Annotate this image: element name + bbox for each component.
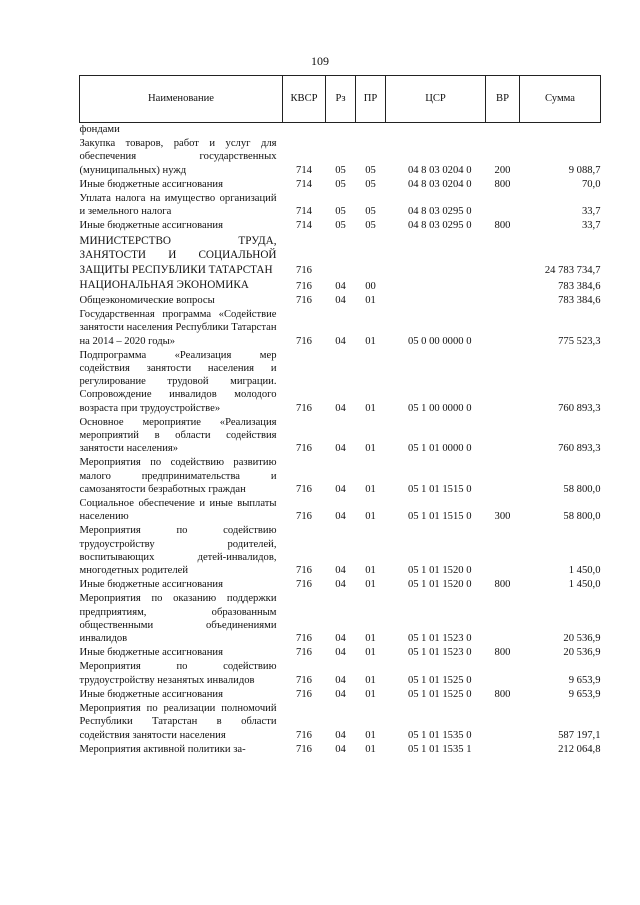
cell-vr: 200: [494, 164, 511, 176]
cell-kvsr: 716: [296, 688, 312, 700]
cell-sum: 760 893,3: [558, 443, 601, 455]
cell-pr: 05: [365, 164, 376, 176]
cell-name: Иные бюджетные ассигнования: [79, 220, 223, 232]
cell-name: Социальное обеспечение и иные выплаты населению: [79, 498, 277, 523]
cell-name: Мероприятия по содействию трудоустройству незанятых инвалидов: [79, 661, 277, 686]
cell-vr: [486, 455, 520, 496]
cell-csr: 05 1 01 1515 0: [407, 511, 472, 523]
cell-rz: 04: [335, 295, 346, 306]
table-row: [80, 687, 601, 701]
cell-sum: [520, 123, 601, 137]
header-vr: ВР: [486, 76, 520, 123]
cell-rz: 04: [335, 647, 346, 659]
cell-vr: [486, 523, 520, 577]
cell-pr: 00: [365, 280, 376, 292]
table-row: [80, 645, 601, 659]
cell-pr: 05: [365, 220, 376, 232]
header-rz: Рз: [326, 76, 356, 123]
cell-vr: [486, 415, 520, 456]
cell-kvsr: 716: [296, 647, 312, 659]
cell-kvsr: 716: [296, 674, 312, 686]
cell-pr: 01: [365, 483, 376, 495]
cell-sum: 775 523,3: [558, 335, 601, 347]
cell-vr: [486, 348, 520, 415]
cell-sum: 212 064,8: [558, 743, 601, 755]
cell-vr: [486, 591, 520, 645]
table-row: [80, 307, 601, 348]
table-row: [80, 177, 601, 191]
cell-vr: 800: [494, 220, 511, 232]
cell-kvsr: 716: [296, 280, 312, 292]
cell-pr: 05: [365, 206, 376, 218]
cell-sum: 9 653,9: [568, 688, 601, 700]
header-sum: Сумма: [520, 76, 601, 123]
cell-kvsr: 716: [296, 633, 312, 645]
table-header-row: [80, 76, 601, 123]
cell-name: Общеэкономические вопросы: [79, 295, 215, 306]
cell-vr: [486, 701, 520, 742]
cell-csr: 05 1 01 1535 1: [407, 743, 472, 755]
table-row: [80, 218, 601, 232]
table-row: [80, 659, 601, 686]
cell-name: Иные бюджетные ассигнования: [79, 579, 223, 591]
cell-sum: 9 088,7: [568, 164, 601, 176]
cell-sum: 1 450,0: [568, 579, 601, 591]
cell-name: Закупка товаров, работ и услуг для обеспечения государственных (муниципальных) нужд: [79, 138, 277, 176]
cell-sum: 24 783 734,7: [544, 265, 601, 277]
table-body: [80, 123, 601, 756]
cell-name: Мероприятия по реализации полномочий Республики Татарстан в области содействия занятости населения: [79, 703, 277, 741]
table-row: [80, 123, 601, 137]
cell-kvsr: 716: [296, 265, 312, 277]
cell-kvsr: 716: [296, 729, 312, 741]
cell-pr: 01: [365, 647, 376, 659]
cell-pr: [356, 233, 386, 278]
cell-name: НАЦИОНАЛЬНАЯ ЭКОНОМИКА: [79, 279, 249, 292]
cell-vr: 800: [494, 688, 511, 700]
cell-rz: 05: [335, 178, 346, 190]
cell-pr: 01: [365, 295, 376, 306]
cell-vr: [486, 191, 520, 218]
cell-kvsr: 716: [296, 295, 312, 306]
cell-sum: 1 450,0: [568, 565, 601, 577]
cell-kvsr: 714: [296, 178, 312, 190]
cell-name: Уплата налога на имущество организаций и земельного налога: [79, 193, 277, 218]
cell-sum: 20 536,9: [563, 647, 601, 659]
cell-vr: [486, 123, 520, 137]
cell-rz: 04: [335, 729, 346, 741]
cell-vr: 800: [494, 579, 511, 591]
cell-pr: 01: [365, 688, 376, 700]
cell-kvsr: 716: [296, 565, 312, 577]
cell-rz: 04: [335, 743, 346, 755]
cell-pr: 01: [365, 335, 376, 347]
cell-csr: 05 1 01 1523 0: [407, 633, 472, 645]
cell-sum: 783 384,6: [558, 280, 601, 292]
cell-name: Мероприятия активной политики за-: [79, 743, 246, 755]
cell-sum: 760 893,3: [558, 402, 601, 414]
cell-csr: 05 1 01 1520 0: [407, 579, 472, 591]
cell-sum: 783 384,6: [558, 295, 601, 306]
cell-rz: 04: [335, 565, 346, 577]
header-pr: ПР: [356, 76, 386, 123]
cell-sum: 20 536,9: [563, 633, 601, 645]
cell-sum: 70,0: [581, 178, 601, 190]
cell-vr: 300: [494, 511, 511, 523]
cell-pr: 01: [365, 511, 376, 523]
cell-kvsr: 714: [296, 220, 312, 232]
cell-csr: [386, 233, 486, 278]
cell-rz: 04: [335, 335, 346, 347]
cell-rz: 04: [335, 402, 346, 414]
cell-kvsr: 716: [296, 483, 312, 495]
cell-vr: [486, 742, 520, 756]
cell-vr: 800: [494, 178, 511, 190]
table-row: [80, 233, 601, 278]
cell-csr: 05 1 01 1515 0: [407, 483, 472, 495]
cell-vr: [486, 307, 520, 348]
cell-vr: [486, 277, 520, 293]
cell-name: Мероприятия по содействию трудоустройству родителей, воспитывающих детей-инвалидов, многодетных родителей: [79, 525, 277, 577]
cell-csr: 05 0 00 0000 0: [407, 335, 472, 347]
cell-csr: 04 8 03 0204 0: [407, 164, 472, 176]
cell-kvsr: 716: [296, 443, 312, 455]
cell-csr: 05 1 01 1520 0: [407, 565, 472, 577]
cell-sum: 58 800,0: [563, 511, 601, 523]
table-row: [80, 496, 601, 523]
cell-pr: [356, 123, 386, 137]
cell-name: Основное мероприятие «Реализация мероприятий в области содействия занятости населения»: [79, 416, 277, 455]
header-kvsr: КВСР: [283, 76, 326, 123]
cell-pr: 01: [365, 443, 376, 455]
table-row: [80, 591, 601, 645]
cell-rz: 04: [335, 511, 346, 523]
table-row: [80, 523, 601, 577]
cell-csr: [386, 277, 486, 293]
cell-kvsr: 716: [296, 402, 312, 414]
cell-rz: 04: [335, 674, 346, 686]
cell-kvsr: 716: [296, 579, 312, 591]
cell-pr: 01: [365, 674, 376, 686]
cell-sum: 33,7: [581, 220, 601, 232]
cell-rz: 04: [335, 280, 346, 292]
cell-csr: 05 1 01 1525 0: [407, 688, 472, 700]
cell-csr: 05 1 01 1525 0: [407, 674, 472, 686]
cell-csr: 04 8 03 0204 0: [407, 178, 472, 190]
page-number: 109: [311, 54, 329, 68]
cell-rz: 04: [335, 633, 346, 645]
cell-name: Подпрограмма «Реализация мер содействия занятости населения и регулирование трудовой миграции. Сопровождение инвалидов молодого возраста при трудоустройстве»: [79, 349, 277, 414]
header-csr: ЦСР: [386, 76, 486, 123]
header-name: Наименование: [80, 76, 283, 123]
cell-kvsr: 714: [296, 206, 312, 218]
cell-rz: 04: [335, 579, 346, 591]
cell-kvsr: 714: [296, 164, 312, 176]
table-row: [80, 348, 601, 415]
cell-vr: 800: [494, 647, 511, 659]
cell-vr: [486, 293, 520, 307]
cell-pr: 01: [365, 729, 376, 741]
cell-kvsr: 716: [296, 511, 312, 523]
cell-rz: 04: [335, 688, 346, 700]
cell-name: Мероприятия по содействию развитию малого предпринимательства и самозанятости безработных граждан: [79, 457, 277, 495]
table-row: [80, 293, 601, 307]
cell-name: Государственная программа «Содействие занятости населения Республики Татарстан на 2014 – 2020 годы»: [79, 309, 277, 347]
cell-vr: [486, 233, 520, 278]
cell-csr: 04 8 03 0295 0: [407, 220, 472, 232]
cell-rz: 05: [335, 220, 346, 232]
cell-name: Мероприятия по оказанию поддержки предприятиям, образованным общественными объединениями инвалидов: [79, 593, 277, 645]
table-row: [80, 191, 601, 218]
cell-name: Иные бюджетные ассигнования: [79, 647, 223, 659]
cell-csr: 05 1 00 0000 0: [407, 402, 472, 414]
cell-rz: 04: [335, 443, 346, 455]
table-row: [80, 136, 601, 177]
cell-csr: [386, 293, 486, 307]
cell-kvsr: 716: [296, 743, 312, 755]
cell-vr: [486, 659, 520, 686]
cell-pr: 01: [365, 743, 376, 755]
cell-pr: 05: [365, 178, 376, 190]
table-row: [80, 577, 601, 591]
cell-sum: 33,7: [581, 206, 601, 218]
cell-name: Иные бюджетные ассигнования: [79, 178, 223, 190]
table-row: [80, 742, 601, 756]
cell-rz: 05: [335, 164, 346, 176]
cell-pr: 01: [365, 565, 376, 577]
table-row: [80, 701, 601, 742]
table-row: [80, 455, 601, 496]
cell-csr: 05 1 01 1535 0: [407, 729, 472, 741]
table-row: [80, 277, 601, 293]
cell-sum: 587 197,1: [558, 729, 601, 741]
cell-rz: [326, 233, 356, 278]
cell-kvsr: 716: [296, 335, 312, 347]
cell-kvsr: [283, 123, 326, 137]
cell-pr: 01: [365, 579, 376, 591]
cell-csr: [386, 123, 486, 137]
cell-name: Иные бюджетные ассигнования: [79, 688, 223, 700]
table-row: [80, 415, 601, 456]
cell-rz: 05: [335, 206, 346, 218]
budget-table: [79, 75, 601, 756]
cell-rz: 04: [335, 483, 346, 495]
cell-pr: 01: [365, 402, 376, 414]
cell-csr: 05 1 01 1523 0: [407, 647, 472, 659]
cell-name: МИНИСТЕРСТВО ТРУДА, ЗАНЯТОСТИ И СОЦИАЛЬНОЙ ЗАЩИТЫ РЕСПУБЛИКИ ТАТАРСТАН: [79, 234, 277, 276]
cell-csr: 04 8 03 0295 0: [407, 206, 472, 218]
cell-rz: [326, 123, 356, 137]
cell-sum: 9 653,9: [568, 674, 601, 686]
cell-csr: 05 1 01 0000 0: [407, 443, 472, 455]
cell-pr: 01: [365, 633, 376, 645]
cell-sum: 58 800,0: [563, 483, 601, 495]
cell-name: фондами: [79, 124, 120, 135]
